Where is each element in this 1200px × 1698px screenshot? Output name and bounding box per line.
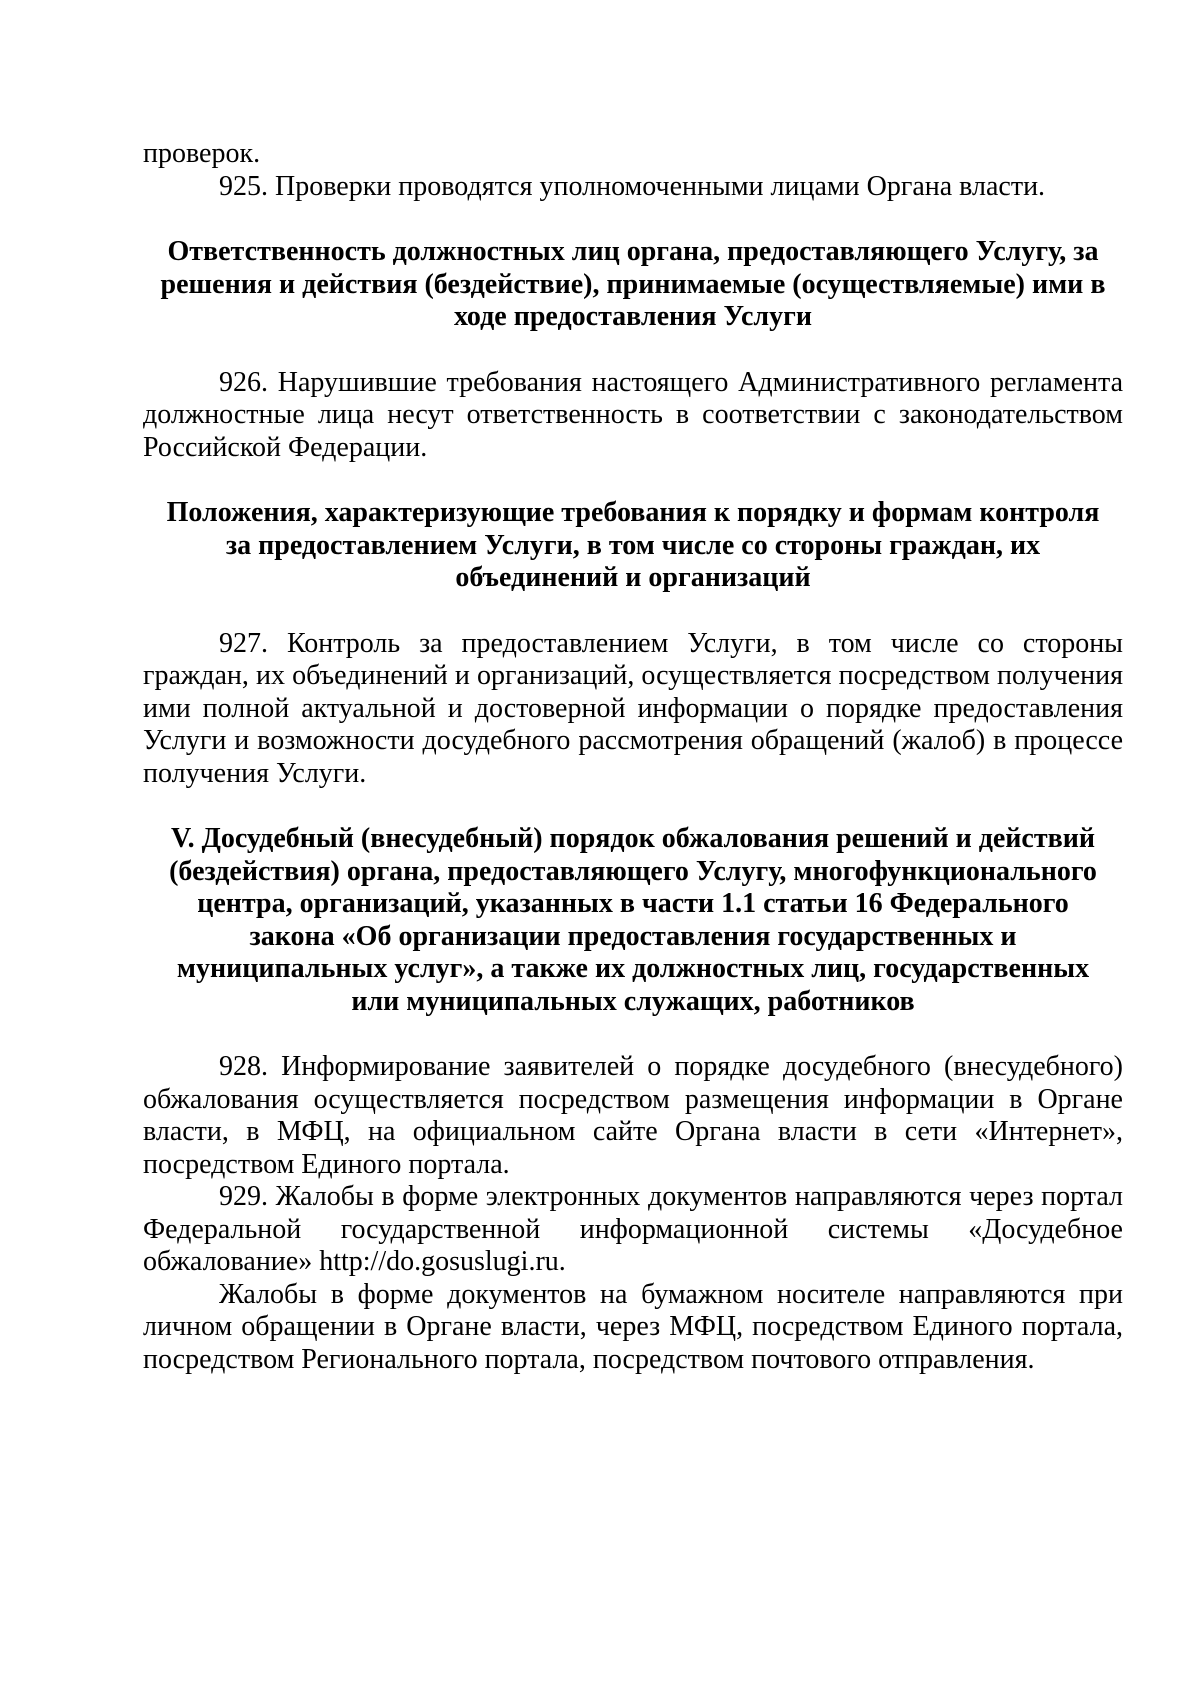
document-page <box>143 138 1123 1376</box>
heading-line: Ответственность должностных лиц органа, предоставляющего Услугу, за <box>167 236 1099 267</box>
heading-section-v <box>143 823 1123 1018</box>
heading-line: ходе предоставления Услуги <box>454 301 812 332</box>
heading-responsibility <box>143 236 1123 334</box>
paragraph-929: 929. Жалобы в форме электронных документов направляются через портал Федеральной государственной информационной системы «Досудебное обжалование» http://do.gosuslugi.ru. <box>143 1181 1123 1277</box>
heading-line: или муниципальных служащих, работников <box>351 985 915 1017</box>
paragraph-paper-complaints: Жалобы в форме документов на бумажном носителе направляются при личном обращении в Органе власти, через МФЦ, посредством Единого портала, посредством Регионального портала, посредством почтового отправления. <box>143 1278 1123 1375</box>
paragraph-927: 927. Контроль за предоставлением Услуги, в том числе со стороны граждан, их объединений и организаций, осуществляется посредством получения ими полной актуальной и достоверной информации о порядке предоставления Услуги и возможности досудебного рассмотрения обращений (жалоб) в процессе получения Услуги. <box>143 627 1123 789</box>
paragraph-925: 925. Проверки проводятся уполномоченными лицами Органа власти. <box>219 170 1046 202</box>
heading-line: за предоставлением Услуги, в том числе со стороны граждан, их <box>225 529 1041 561</box>
heading-line: (бездействия) органа, предоставляющего Услугу, многофункционального <box>169 855 1097 887</box>
heading-line: V. Досудебный (внесудебный) порядок обжалования решений и действий <box>170 823 1095 854</box>
heading-line: объединений и организаций <box>455 562 811 593</box>
heading-control-provisions <box>143 497 1123 595</box>
paragraph-926: 926. Нарушившие требования настоящего Административного регламента должностные лица несут ответственность в соответствии с законодательством Российской Федерации. <box>143 366 1123 463</box>
heading-line: закона «Об организации предоставления государственных и <box>249 920 1017 952</box>
heading-line: центра, организаций, указанных в части 1.1 статьи 16 Федерального <box>197 888 1069 919</box>
paragraph-928: 928. Информирование заявителей о порядке досудебного (внесудебного) обжалования осуществляется посредством размещения информации в Органе власти, в МФЦ, на официальном сайте Органа власти в сети «Интернет», посредством Единого портала. <box>143 1051 1123 1180</box>
heading-line: Положения, характеризующие требования к порядку и формам контроля <box>166 497 1100 528</box>
paragraph-continuation: проверок. <box>143 138 261 169</box>
heading-line: муниципальных услуг», а также их должностных лиц, государственных <box>176 953 1090 984</box>
heading-line: решения и действия (бездействие), принимаемые (осуществляемые) ими в <box>160 268 1106 300</box>
